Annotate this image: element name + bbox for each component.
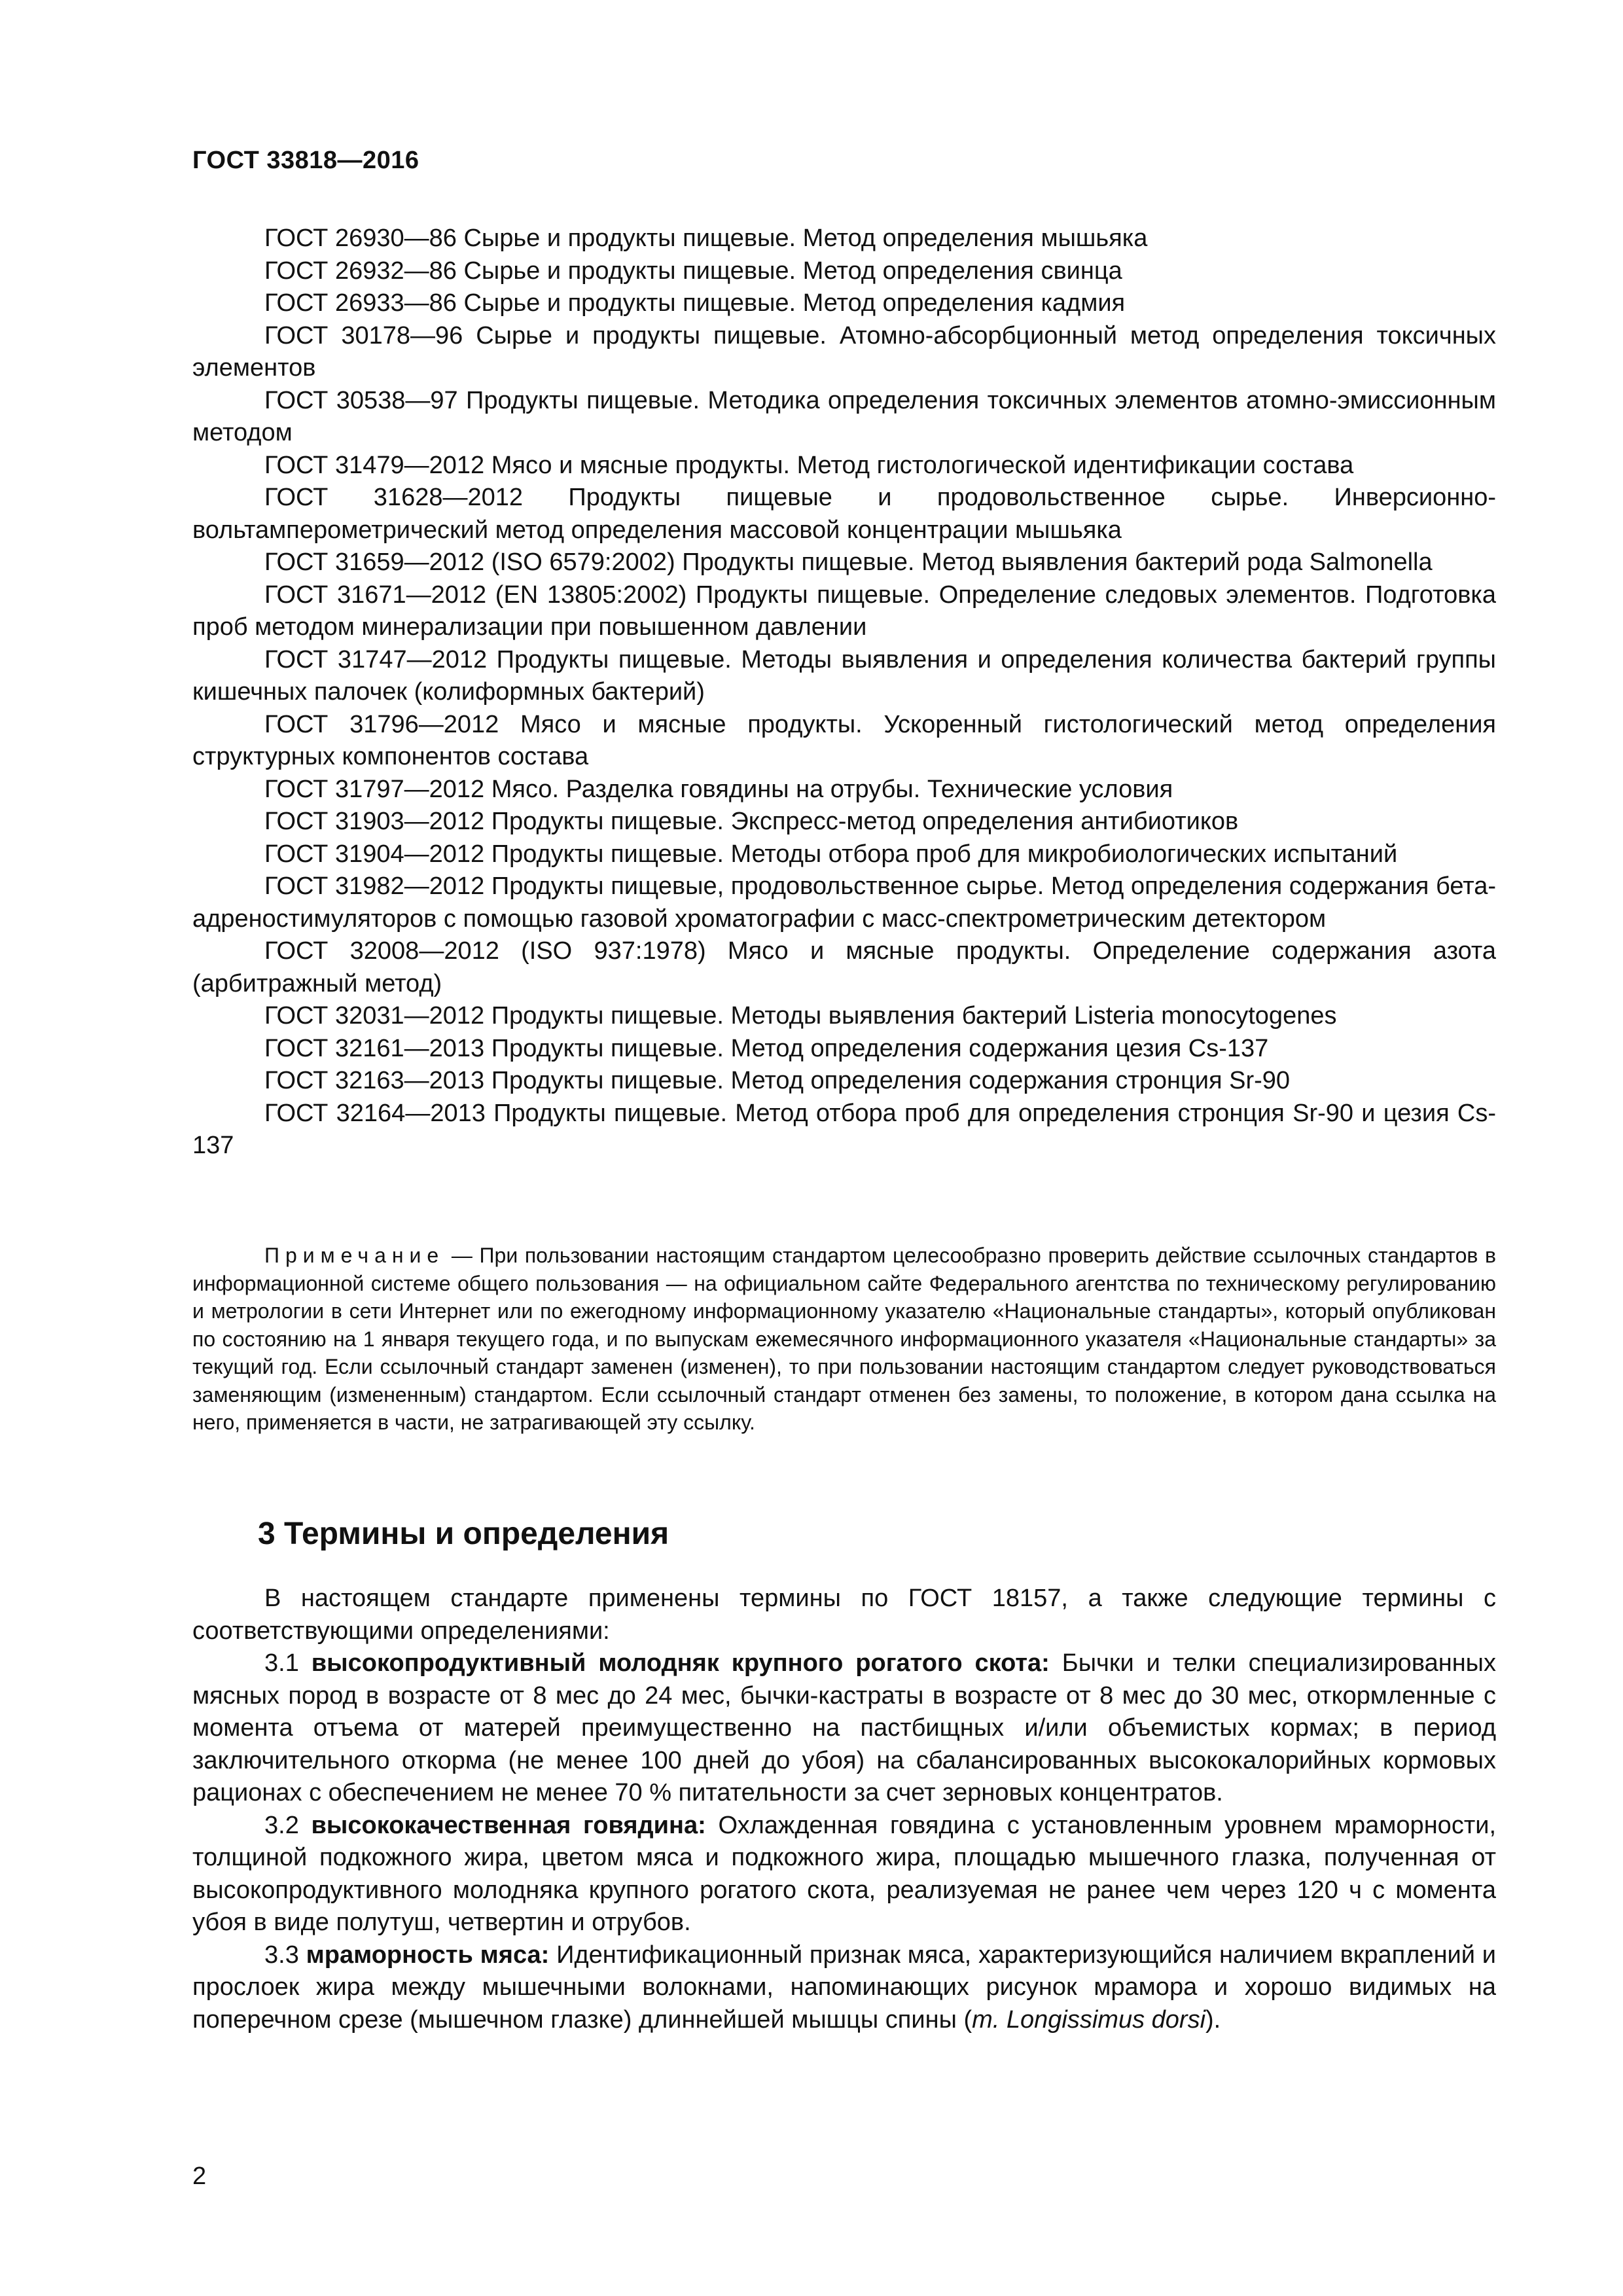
- reference-item: ГОСТ 31628—2012 Продукты пищевые и продовольственное сырье. Инверсионно-вольтамперометрический метод определения массовой концентрации мышьяка: [192, 484, 1496, 544]
- reference-item: ГОСТ 32161—2013 Продукты пищевые. Метод определения содержания цезия Cs-137: [264, 1034, 1269, 1062]
- reference-item: ГОСТ 31659—2012 (ISO 6579:2002) Продукты пищевые. Метод выявления бактерий рода Salmonella: [264, 548, 1433, 576]
- term-number: 3.1: [264, 1649, 299, 1677]
- term-definition: [192, 1810, 1496, 1939]
- reference-item: ГОСТ 26933—86 Сырье и продукты пищевые. Метод определения кадмия: [264, 289, 1126, 317]
- reference-item: ГОСТ 32163—2013 Продукты пищевые. Метод определения содержания стронция Sr-90: [264, 1067, 1291, 1094]
- reference-item: ГОСТ 31747—2012 Продукты пищевые. Методы выявления и определения количества бактерий группы кишечных палочек (колиформных бактерий): [192, 645, 1496, 706]
- reference-item: ГОСТ 32008—2012 (ISO 937:1978) Мясо и мясные продукты. Определение содержания азота (арбитражный метод): [192, 937, 1496, 997]
- term-definition: [192, 1939, 1496, 2037]
- latin-term: m. Longissimus dorsi: [972, 2005, 1206, 2034]
- normative-references-list: [192, 223, 1496, 1162]
- reference-item: ГОСТ 31797—2012 Мясо. Разделка говядины на отрубы. Технические условия: [264, 775, 1173, 803]
- note-label: Примечание: [264, 1244, 445, 1267]
- page-number: 2: [192, 2162, 207, 2190]
- term-number: 3.2: [264, 1811, 299, 1839]
- reference-item: ГОСТ 31796—2012 Мясо и мясные продукты. Ускоренный гистологический метод определения структурных компонентов состава: [192, 710, 1496, 770]
- term-text: Бычки и телки специализированных мясных пород в возрасте от 8 мес до 24 мес, бычки-кастраты в возрасте от 8 мес до 30 мес, откормленные с момента отъема от матерей преимущественно на пастбищных и/или объемистых кормах; в период заключительного откорма (не менее 100 дней до убоя) на сбалансированных высококалорийных кормовых рационах с обеспечением не менее 70 % питательности за счет зерновых концентратов.: [192, 1649, 1496, 1806]
- term-text: Идентификационный признак мяса, характеризующийся наличием вкраплений и прослоек жира между мышечными волокнами, напоминающих рисунок мрамора и хорошо видимых на поперечном срезе (мышечном глазке) длиннейшей мышцы спины (: [192, 1941, 1497, 2034]
- term-number: 3.3: [264, 1941, 299, 1969]
- term-text-tail: ).: [1205, 2005, 1221, 2034]
- section-title: 3 Термины и определения: [258, 1516, 669, 1551]
- note-paragraph: [192, 1242, 1496, 1437]
- reference-item: ГОСТ 31982—2012 Продукты пищевые, продовольственное сырье. Метод определения содержания бета-адреностимуляторов с помощью газовой хроматографии с масс-спектрометрическим детектором: [192, 872, 1496, 933]
- document-header: ГОСТ 33818—2016: [192, 147, 419, 174]
- reference-item: ГОСТ 32164—2013 Продукты пищевые. Метод отбора проб для определения стронция Sr-90 и цезия Cs-137: [192, 1099, 1496, 1159]
- reference-item: ГОСТ 31479—2012 Мясо и мясные продукты. Метод гистологической идентификации состава: [264, 451, 1354, 479]
- reference-item: ГОСТ 31671—2012 (EN 13805:2002) Продукты пищевые. Определение следовых элементов. Подготовка проб методом минерализации при повышенном давлении: [192, 581, 1496, 641]
- reference-item: ГОСТ 30178—96 Сырье и продукты пищевые. Атомно-абсорбционный метод определения токсичных элементов: [192, 321, 1496, 382]
- reference-item: ГОСТ 30538—97 Продукты пищевые. Методика определения токсичных элементов атомно-эмиссионным методом: [192, 386, 1496, 446]
- term-name: высокопродуктивный молодняк крупного рогатого скота:: [311, 1649, 1050, 1677]
- reference-item: ГОСТ 32031—2012 Продукты пищевые. Методы выявления бактерий Listeria monocytogenes: [264, 1002, 1337, 1030]
- reference-item: ГОСТ 26932—86 Сырье и продукты пищевые. Метод определения свинца: [264, 257, 1122, 285]
- term-name: высококачественная говядина:: [311, 1811, 706, 1839]
- term-text: Охлажденная говядина с установленным уровнем мраморности, толщиной подкожного жира, цветом мяса и подкожного жира, площадью мышечного глазка, полученная от высокопродуктивного молодняка крупного рогатого скота, реализуемая не ранее чем через 120 ч с момента убоя в виде полутуш, четвертин и отрубов.: [192, 1811, 1497, 1936]
- reference-item: ГОСТ 31904—2012 Продукты пищевые. Методы отбора проб для микробиологических испытаний: [264, 840, 1398, 868]
- term-definition: [192, 1647, 1496, 1810]
- section-intro: В настоящем стандарте применены термины по ГОСТ 18157, а также следующие термины с соответствующими определениями:: [192, 1585, 1496, 1645]
- reference-item: ГОСТ 26930—86 Сырье и продукты пищевые. Метод определения мышьяка: [264, 224, 1148, 252]
- term-name: мраморность мяса:: [306, 1941, 550, 1969]
- terms-section: [192, 1583, 1496, 2036]
- reference-item: ГОСТ 31903—2012 Продукты пищевые. Экспресс-метод определения антибиотиков: [264, 808, 1239, 835]
- note-text: — При пользовании настоящим стандартом целесообразно проверить действие ссылочных стандартов в информационной системе общего пользования — на официальном сайте Федерального агентства по техническому регулированию и метрологии в сети Интернет или по ежегодному информационному указателю «Национальные стандарты», который опубликован по состоянию на 1 января текущего года, и по выпускам ежемесячного информационного указателя «Национальные стандарты» за текущий год. Если ссылочный стандарт заменен (изменен), то при пользовании настоящим стандартом следует руководствоваться заменяющим (измененным) стандартом. Если ссылочный стандарт отменен без замены, то положение, в котором дана ссылка на него, применяется в части, не затрагивающей эту ссылку.: [192, 1244, 1497, 1434]
